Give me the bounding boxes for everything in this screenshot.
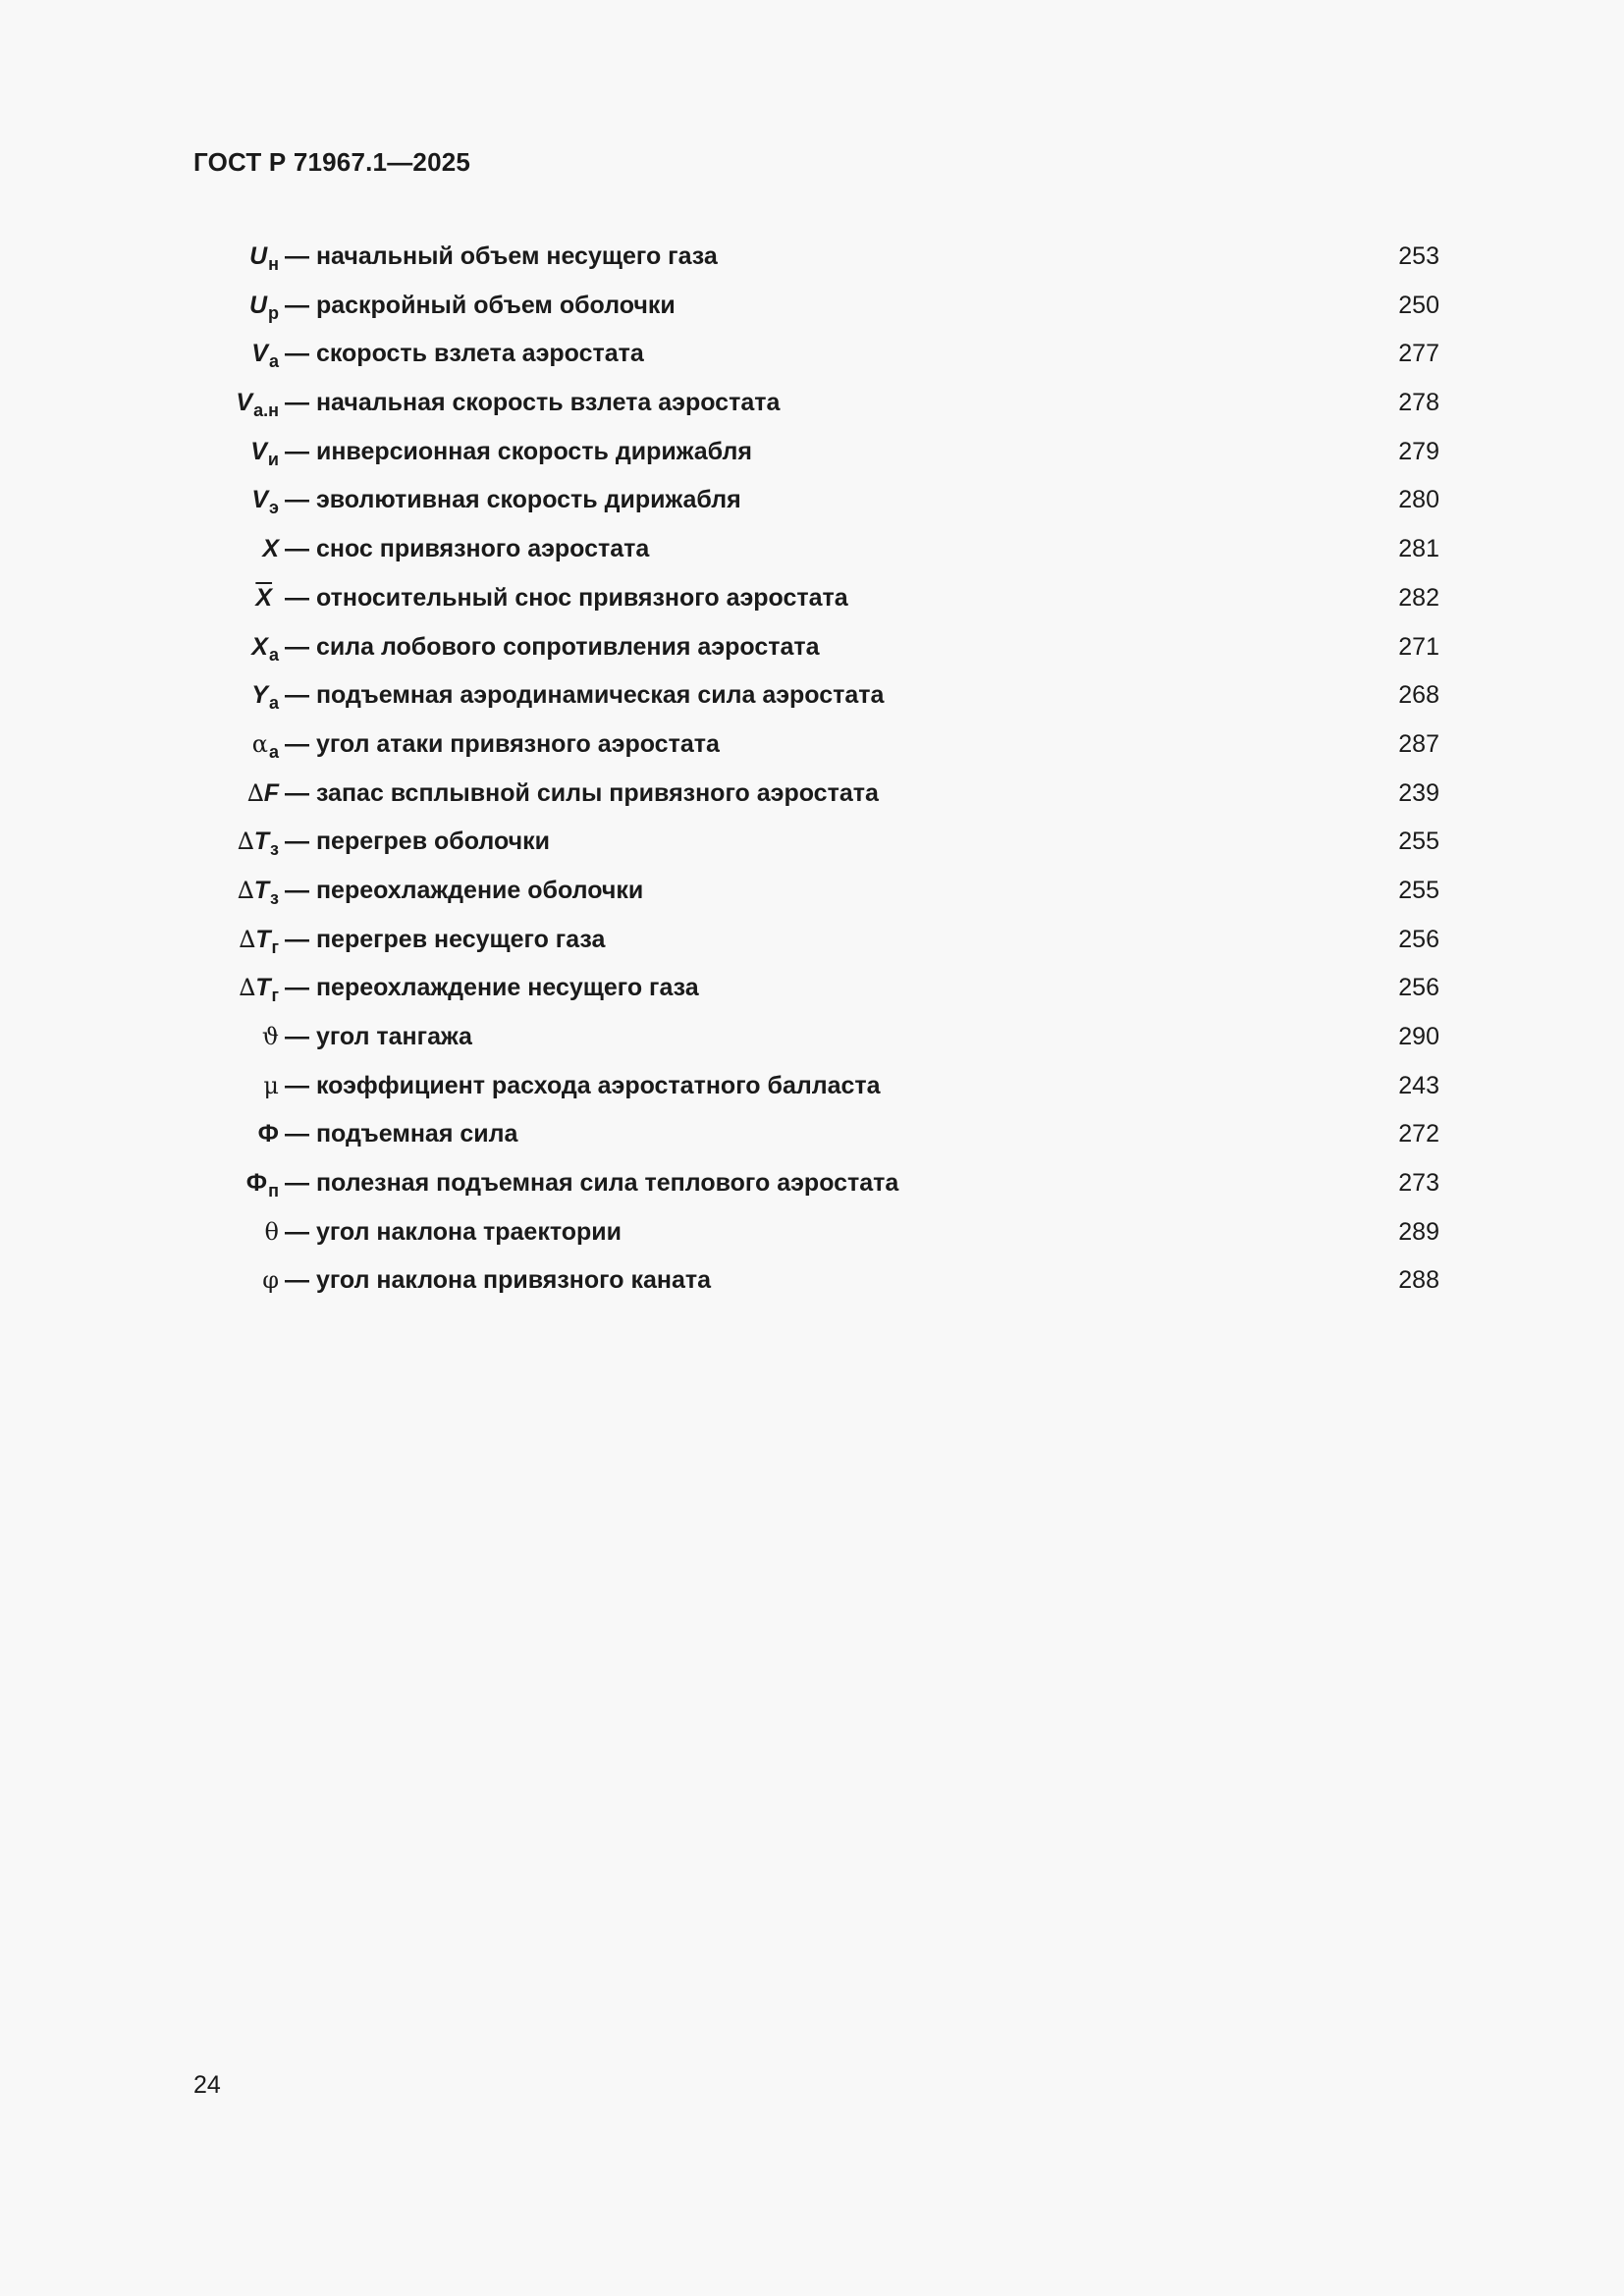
term-definition: — сила лобового сопротивления аэростата xyxy=(285,632,820,661)
term-symbol: $V_и$ xyxy=(250,437,279,469)
term-definition: — начальный объем несущего газа xyxy=(285,242,718,270)
term-symbol: $X_а$ xyxy=(251,632,279,665)
term-symbol xyxy=(255,578,279,617)
term-number: 288 xyxy=(1398,1266,1439,1295)
term-number: 279 xyxy=(1398,437,1439,465)
term-number: 272 xyxy=(1398,1120,1439,1148)
term-definition: — полезная подъемная сила теплового аэростата xyxy=(285,1169,899,1198)
term-symbol: μ xyxy=(263,1071,279,1099)
list-item xyxy=(0,774,1624,823)
term-symbol: θ xyxy=(264,1217,279,1246)
term-definition: — подъемная аэродинамическая сила аэростата xyxy=(285,681,885,710)
term-definition: — относительный снос привязного аэростата xyxy=(285,583,848,612)
delta-glyph: ∆ xyxy=(238,876,254,904)
delta-glyph: ∆ xyxy=(239,925,256,953)
term-definition: — снос привязного аэростата xyxy=(285,535,650,563)
list-item xyxy=(0,1066,1624,1115)
term-definition: — коэффициент расхода аэростатного балласта xyxy=(285,1071,881,1099)
list-item xyxy=(0,724,1624,774)
term-number: 290 xyxy=(1398,1023,1439,1050)
list-item xyxy=(0,920,1624,969)
list-item xyxy=(0,334,1624,383)
list-item xyxy=(0,237,1624,286)
term-number: 281 xyxy=(1398,535,1439,563)
page-number: 24 xyxy=(193,2071,221,2099)
term-number: 271 xyxy=(1398,632,1439,661)
overline-symbol: $\overline{X}$ xyxy=(255,583,273,612)
term-definition: — угол атаки привязного аэростата xyxy=(285,729,720,758)
list-item xyxy=(0,1017,1624,1066)
term-number: 243 xyxy=(1398,1071,1439,1099)
list-item xyxy=(0,1260,1624,1309)
term-symbol: $U_н$ xyxy=(249,242,279,274)
term-definition: — угол наклона привязного каната xyxy=(285,1266,712,1295)
term-number: 255 xyxy=(1398,828,1439,856)
term-number: 278 xyxy=(1398,389,1439,417)
term-number: 256 xyxy=(1398,974,1439,1002)
list-item xyxy=(0,871,1624,920)
term-number: 250 xyxy=(1398,291,1439,319)
term-number: 280 xyxy=(1398,486,1439,514)
delta-glyph: ∆ xyxy=(246,778,264,807)
list-item xyxy=(0,1163,1624,1212)
term-definition: — переохлаждение оболочки xyxy=(285,876,644,904)
list-item xyxy=(0,627,1624,676)
term-symbol: $\Delta T_з$ xyxy=(238,876,279,908)
term-definition: — перегрев оболочки xyxy=(285,828,550,856)
term-symbol: ∆F xyxy=(246,778,279,807)
term-number: 239 xyxy=(1398,778,1439,807)
term-number: 289 xyxy=(1398,1217,1439,1246)
term-symbol: $Ф_п$ xyxy=(245,1169,279,1201)
list-item xyxy=(0,822,1624,871)
term-symbol: Ф xyxy=(257,1120,279,1148)
term-definition: — перегрев несущего газа xyxy=(285,925,606,953)
term-symbol: $\alpha_а$ xyxy=(251,729,279,762)
delta-glyph: ∆ xyxy=(238,828,254,856)
term-symbol: $U_р$ xyxy=(248,291,279,323)
list-item xyxy=(0,1114,1624,1163)
term-definition: — инверсионная скорость дирижабля xyxy=(285,437,752,465)
term-definition: — подъемная сила xyxy=(285,1120,518,1148)
list-item xyxy=(0,968,1624,1017)
symbol-list xyxy=(0,237,1624,1309)
term-number: 277 xyxy=(1398,340,1439,368)
term-definition: — раскройный объем оболочки xyxy=(285,291,676,319)
term-definition: — запас всплывной силы привязного аэростата xyxy=(285,778,879,807)
term-symbol: $V_а$ xyxy=(251,340,279,372)
term-symbol: $V_э$ xyxy=(251,486,279,518)
term-definition: — угол наклона траектории xyxy=(285,1217,623,1246)
delta-glyph: ∆ xyxy=(239,974,256,1002)
term-number: 273 xyxy=(1398,1169,1439,1198)
term-symbol: φ xyxy=(262,1266,279,1295)
term-symbol: X xyxy=(262,535,279,563)
term-definition: — угол тангажа xyxy=(285,1023,472,1050)
term-symbol: $\Delta T_г$ xyxy=(239,925,279,957)
list-item xyxy=(0,286,1624,335)
list-item xyxy=(0,675,1624,724)
term-definition: — переохлаждение несущего газа xyxy=(285,974,699,1002)
term-symbol: ϑ xyxy=(261,1023,279,1050)
term-number: 253 xyxy=(1398,242,1439,270)
term-symbol: $V_{а.н}$ xyxy=(236,389,279,421)
term-number: 256 xyxy=(1398,925,1439,953)
list-item xyxy=(0,432,1624,481)
term-definition: — скорость взлета аэростата xyxy=(285,340,644,368)
list-item xyxy=(0,529,1624,578)
term-number: 268 xyxy=(1398,681,1439,710)
term-symbol: $\Delta T_г$ xyxy=(239,974,279,1006)
list-item xyxy=(0,578,1624,627)
term-number: 255 xyxy=(1398,876,1439,904)
term-definition: — начальная скорость взлета аэростата xyxy=(285,389,781,417)
list-item xyxy=(0,1212,1624,1261)
term-definition: — эволютивная скорость дирижабля xyxy=(285,486,741,514)
term-number: 287 xyxy=(1398,729,1439,758)
term-symbol: $\Delta T_з$ xyxy=(238,828,279,860)
term-number: 282 xyxy=(1398,583,1439,612)
document-header: ГОСТ Р 71967.1—2025 xyxy=(193,147,471,177)
list-item xyxy=(0,480,1624,529)
term-symbol: $Y_а$ xyxy=(251,681,279,714)
list-item xyxy=(0,383,1624,432)
